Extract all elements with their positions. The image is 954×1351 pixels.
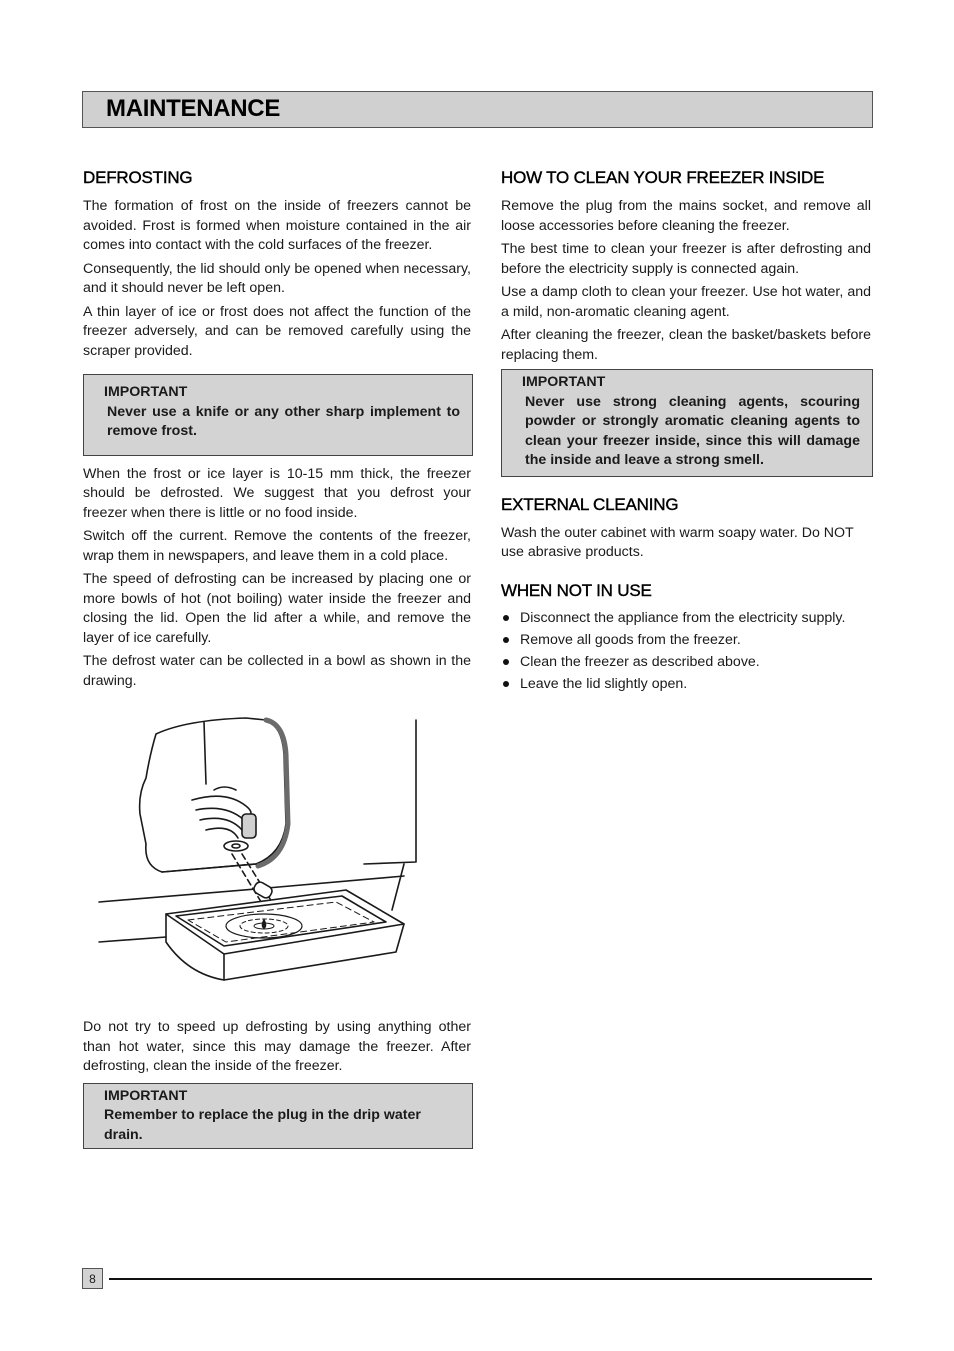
clean-inside-paragraph-1: Remove the plug from the mains socket, and remove all loose accessories before cleaning the freezer. [501, 198, 871, 234]
bullet-icon [503, 637, 509, 643]
defrosting-paragraph-5: Switch off the current. Remove the contents of the freezer, wrap them in newspapers, and leave them in a cold place. [83, 528, 471, 564]
important-box-plug [83, 1083, 473, 1150]
list-item: Remove all goods from the freezer. [501, 629, 871, 651]
footer-rule [109, 1278, 872, 1280]
defrost-water-bowl-illustration [96, 714, 426, 986]
defrosting-paragraph-1: The formation of frost on the inside of freezers cannot be avoided. Frost is formed when moisture contained in the air comes into contact with the cold surfaces of the freezer. [83, 198, 471, 253]
bullet-icon [503, 681, 509, 687]
defrosting-paragraph-4: When the frost or ice layer is 10-15 mm thick, the freezer should be defrosted. We suggest that you defrost your freezer when there is little or no food inside. [83, 465, 471, 521]
defrosting-paragraph-8: Do not try to speed up defrosting by using anything other than hot water, since this may damage the freezer. After defrosting, clean the inside of the freezer. [83, 1019, 471, 1074]
clean-inside-heading: HOW TO CLEAN YOUR FREEZER INSIDE [501, 168, 825, 187]
defrosting-paragraph-2: Consequently, the lid should only be opened when necessary, and it should never be left open. [83, 260, 471, 296]
clean-inside-paragraph-2: The best time to clean your freezer is after defrosting and before the electricity supply is connected again. [501, 241, 871, 277]
defrosting-paragraph-6: The speed of defrosting can be increased by placing one or more bowls of hot (not boiling) water inside the freezer and closing the lid. Open the lid after a while, and remove the layer of ice carefully. [83, 571, 471, 646]
defrosting-paragraph-7: The defrost water can be collected in a bowl as shown in the drawing. [83, 653, 471, 689]
list-item: Clean the freezer as described above. [501, 651, 871, 673]
external-cleaning-heading: EXTERNAL CLEANING [501, 494, 679, 514]
important-box-knife [83, 374, 473, 456]
bullet-icon [503, 659, 509, 665]
list-item: Disconnect the appliance from the electricity supply. [501, 607, 871, 629]
important-body: Never use a knife or any other sharp implement to remove frost. [107, 403, 460, 439]
clean-inside-paragraph-3: Use a damp cloth to clean your freezer. Use hot water, and a mild, non-aromatic cleaning agent. [501, 284, 871, 320]
list-item: Leave the lid slightly open. [501, 673, 871, 695]
when-not-in-use-heading: WHEN NOT IN USE [501, 580, 652, 600]
page-header-banner [82, 91, 873, 128]
left-column [83, 168, 471, 695]
important-title: IMPORTANT [104, 1087, 188, 1104]
important-body: Remember to replace the plug in the drip water drain. [104, 1107, 421, 1143]
clean-inside-paragraph-4: After cleaning the freezer, clean the basket/baskets before replacing them. [501, 327, 871, 363]
important-box-cleaning-agents [501, 369, 873, 477]
left-column-bottom [83, 1018, 471, 1149]
right-column [501, 168, 871, 696]
defrosting-paragraph-3: A thin layer of ice or frost does not affect the function of the freezer adversely, and can be removed carefully using the scraper provided. [83, 303, 471, 359]
when-not-in-use-list [501, 607, 871, 696]
important-title: IMPORTANT [522, 374, 606, 390]
defrosting-heading: DEFROSTING [83, 168, 193, 187]
important-title: IMPORTANT [104, 384, 188, 400]
bullet-icon [503, 615, 509, 621]
important-body: Never use strong cleaning agents, scouring powder or strongly aromatic cleaning agents to clean your freezer inside, since this will damage the inside and leave a strong smell. [525, 393, 860, 468]
external-cleaning-paragraph: Wash the outer cabinet with warm soapy water. Do NOT use abrasive products. [501, 524, 854, 560]
page-title: MAINTENANCE [106, 95, 281, 122]
page-number: 8 [82, 1268, 103, 1289]
